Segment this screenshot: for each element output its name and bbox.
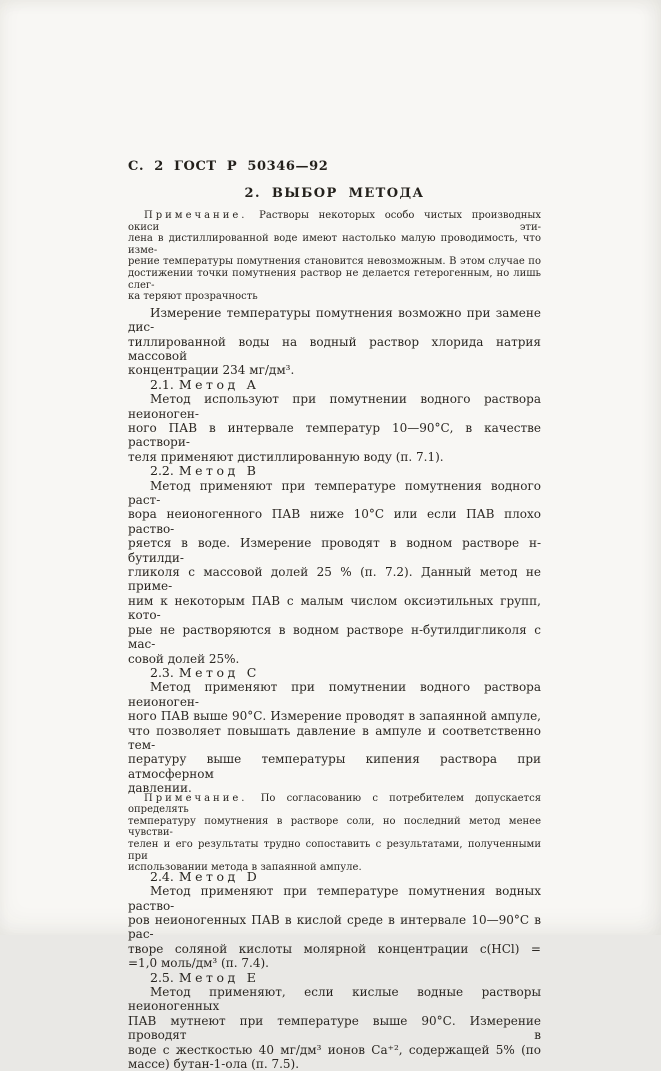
note-lead: Примечание. [144, 210, 248, 221]
method-heading [128, 378, 541, 392]
heading-letter: E [246, 969, 256, 985]
text-line: Метод применяют, если кислые водные растворы неионогенных [128, 984, 541, 1014]
body-paragraph [128, 985, 541, 1071]
text-line: творе соляной кислоты молярной концентрации с(HCl) = [128, 941, 541, 956]
text-line: ПАВ мутнеют при температуре выше 90°С. Измерение проводят в [128, 1013, 541, 1043]
heading-word: Метод [178, 376, 239, 392]
text-line: достижении точки помутнения раствор не делается гетерогенным, но лишь слег- [128, 267, 541, 291]
body-paragraph [128, 884, 541, 970]
heading-word: Метод [178, 868, 239, 884]
text-line: вора неионогенного ПАВ ниже 10°С или если ПАВ плохо раство- [128, 507, 541, 536]
text-line: теля применяют дистиллированную воду (п. 7.1). [128, 449, 444, 464]
text-line: Метод применяют при температуре помутнения водного раст- [128, 478, 541, 508]
document-blocks [128, 210, 541, 1071]
heading-number: 2.4. [150, 868, 174, 884]
heading-word: Метод [178, 664, 239, 680]
note-lead: Примечание. [144, 792, 248, 804]
text-line: тиллированной воды на водный раствор хлорида натрия массовой [128, 334, 541, 363]
text-line: Метод используют при помутнении водного раствора неионоген- [128, 392, 541, 421]
heading-number: 2.1. [150, 376, 174, 392]
text-line: Метод применяют при помутнении водного раствора неионоген- [128, 680, 541, 709]
heading-letter: C [246, 664, 257, 680]
text-line: лена в дистиллированной воде имеют настолько малую проводимость, что изме- [128, 233, 541, 256]
text-line: ров неионогенных ПАВ в кислой среде в интервале 10—90°С в рас- [128, 912, 541, 942]
text-line: Метод применяют при температуре помутнения водных раство- [128, 884, 541, 913]
body-paragraph [128, 392, 541, 464]
heading-number: 2.3. [150, 664, 174, 680]
text-line: воде с жесткостью 40 мг/дм³ ионов Са⁺², содержащей 5% (по [128, 1042, 541, 1057]
text-line: Примечание. По согласованию с потребителем допускается определять [128, 792, 541, 816]
body-paragraph [128, 479, 541, 666]
text-line: что позволяет повышать давление в ампуле и соответственно тем- [128, 723, 541, 752]
heading-word: Метод [178, 969, 239, 985]
note-paragraph [128, 793, 541, 874]
text-line: ка теряют прозрачность [128, 291, 258, 303]
text-line: массе) бутан-1-ола (п. 7.5). [128, 1057, 300, 1071]
body-paragraph [128, 680, 541, 795]
heading-number: 2.2. [150, 463, 174, 479]
heading-letter: A [246, 376, 256, 392]
method-heading [128, 666, 541, 680]
text-line: пературу выше температуры кипения раствора при атмосферном [128, 752, 541, 781]
text-line: концентрации 234 мг/дм³. [128, 363, 295, 378]
method-heading [128, 971, 541, 985]
heading-letter: D [246, 868, 257, 884]
text-line: температуру помутнения в растворе соли, но последний метод менее чувстви- [128, 815, 541, 839]
text-line: =1,0 моль/дм³ (п. 7.4). [128, 956, 269, 971]
text-line: давлении. [128, 781, 192, 796]
text-line: рение температуры помутнения становится невозможным. В этом случае по [128, 256, 541, 268]
text-line: телен и его результаты трудно сопоставить с результатами, полученными при [128, 838, 541, 862]
page-content [128, 0, 541, 1071]
text-line: ного ПАВ выше 90°С. Измерение проводят в запаянной ампуле, [128, 709, 541, 724]
page-header: С. 2 ГОСТ Р 50346—92 [128, 159, 329, 174]
text-line: использовании метода в запаянной ампуле. [128, 862, 362, 874]
heading-number: 2.5. [150, 969, 174, 985]
text-line: совой долей 25%. [128, 651, 240, 666]
note-paragraph [128, 210, 541, 303]
text-line: гликоля с массовой долей 25 % (п. 7.2). Данный метод не приме- [128, 565, 541, 594]
body-paragraph [128, 306, 541, 378]
method-heading [128, 464, 541, 478]
text-line: ного ПАВ в интервале температур 10—90°С, в качестве раствори- [128, 421, 541, 450]
section-title: 2. ВЫБОР МЕТОДА [244, 186, 425, 201]
text-line: рые не растворяются в водном растворе н-бутилдигликоля с мас- [128, 622, 541, 652]
text-line: ряется в воде. Измерение проводят в водном растворе н-бутилди- [128, 536, 541, 565]
heading-word: Метод [178, 463, 239, 479]
heading-letter: B [246, 463, 256, 479]
text-line: Измерение температуры помутнения возможно при замене дис- [128, 305, 541, 335]
text-line: Примечание. Растворы некоторых особо чистых производных окиси эти- [128, 210, 541, 233]
text-line: ним к некоторым ПАВ с малым числом оксиэтильных групп, кото- [128, 593, 541, 623]
